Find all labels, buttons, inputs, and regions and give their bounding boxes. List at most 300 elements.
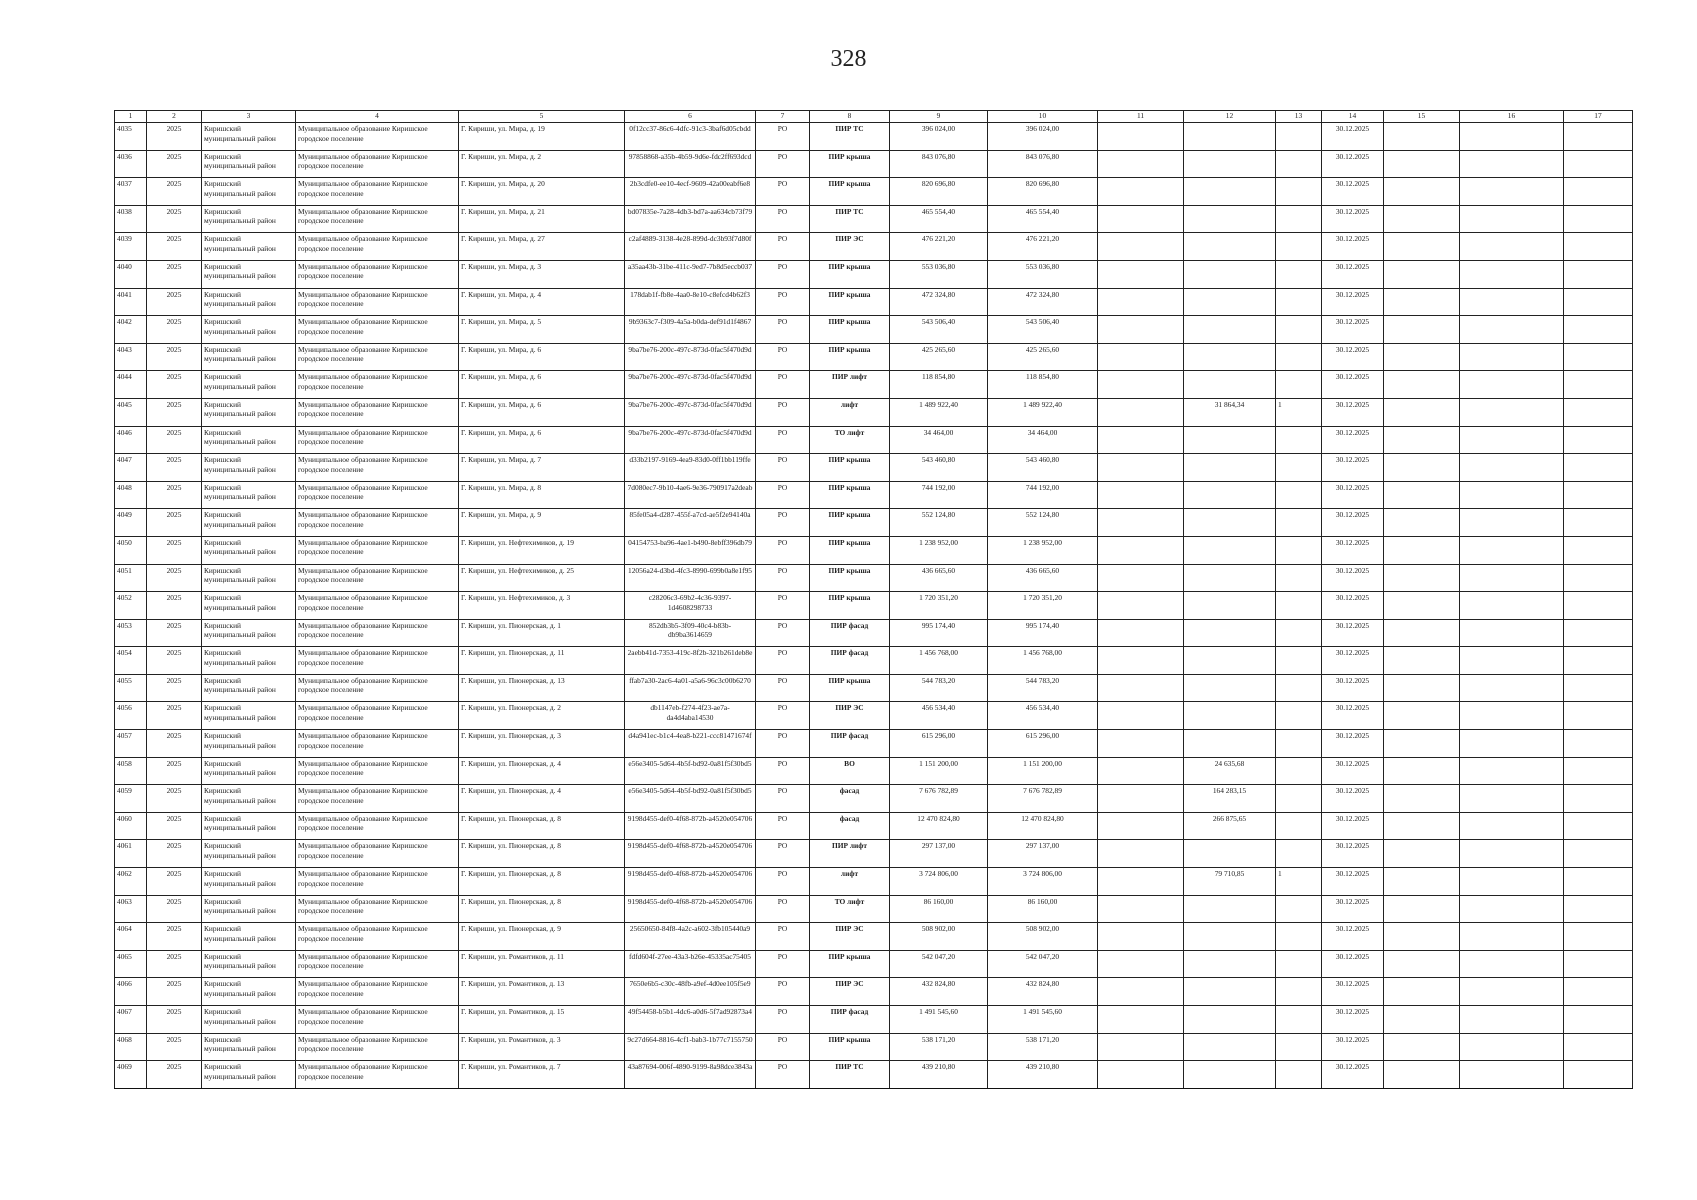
col-11-cell [1098,398,1184,426]
row-number-cell: 4041 [115,288,147,316]
row-number-cell: 4062 [115,868,147,896]
house-guid-cell: bd07835e-7a28-4db3-bd7a-aa634cb73f79 [625,205,756,233]
col-17-cell [1564,895,1633,923]
amount-fund-cell: 1 491 545,60 [988,1006,1098,1034]
col-11-cell [1098,840,1184,868]
col-13-cell [1276,536,1322,564]
municipality-cell: Муниципальное образование Киришское городское поселение [296,123,459,151]
amount-total-cell: 1 491 545,60 [890,1006,988,1034]
col-11-cell [1098,426,1184,454]
col-11-cell [1098,1061,1184,1089]
row-number-cell: 4055 [115,674,147,702]
municipality-cell: Муниципальное образование Киришское городское поселение [296,840,459,868]
house-guid-cell: c28206c3-69b2-4c36-9397-1d4608298733 [625,592,756,620]
work-type-cell: ПИР крыша [810,343,890,371]
amount-total-cell: 744 192,00 [890,481,988,509]
col-11-cell [1098,730,1184,758]
col-11-cell [1098,950,1184,978]
deadline-date-cell: 30.12.2025 [1322,1006,1384,1034]
col-17-cell [1564,398,1633,426]
program-code-cell: РО [756,702,810,730]
col-16-cell [1460,564,1564,592]
column-header: 9 [890,111,988,123]
year-cell: 2025 [147,123,202,151]
table-row [115,178,1633,206]
house-guid-cell: d4a941ec-b1c4-4ea8-b221-ccc81471674f [625,730,756,758]
house-guid-cell: 2b3cdfe0-ee10-4ecf-9609-42a00eabf6e8 [625,178,756,206]
column-header: 2 [147,111,202,123]
program-code-cell: РО [756,812,810,840]
program-code-cell: РО [756,233,810,261]
program-code-cell: РО [756,730,810,758]
address-cell: Г. Кириши, ул. Мира, д. 20 [459,178,625,206]
col-16-cell [1460,840,1564,868]
col-13-cell [1276,564,1322,592]
col-16-cell [1460,123,1564,151]
col-15-cell [1384,536,1460,564]
amount-12-cell [1184,205,1276,233]
amount-12-cell [1184,454,1276,482]
deadline-date-cell: 30.12.2025 [1322,647,1384,675]
amount-total-cell: 432 824,80 [890,978,988,1006]
col-15-cell [1384,812,1460,840]
house-guid-cell: 7d080ec7-9b10-4ae6-9e36-790917a2deab [625,481,756,509]
amount-total-cell: 456 534,40 [890,702,988,730]
address-cell: Г. Кириши, ул. Мира, д. 6 [459,343,625,371]
table-row [115,343,1633,371]
amount-12-cell: 24 635,68 [1184,757,1276,785]
amount-12-cell [1184,343,1276,371]
house-guid-cell: 9198d455-def0-4f68-872b-a4520e054706 [625,812,756,840]
municipal-district-cell: Киришский муниципальный район [202,1061,296,1089]
table-row [115,812,1633,840]
program-code-cell: РО [756,785,810,813]
municipal-district-cell: Киришский муниципальный район [202,426,296,454]
table-row [115,895,1633,923]
deadline-date-cell: 30.12.2025 [1322,674,1384,702]
work-type-cell: ПИР крыша [810,316,890,344]
deadline-date-cell: 30.12.2025 [1322,233,1384,261]
municipality-cell: Муниципальное образование Киришское городское поселение [296,592,459,620]
col-13-cell [1276,647,1322,675]
deadline-date-cell: 30.12.2025 [1322,178,1384,206]
address-cell: Г. Кириши, ул. Пионерская, д. 8 [459,840,625,868]
col-17-cell [1564,343,1633,371]
amount-fund-cell: 472 324,80 [988,288,1098,316]
col-15-cell [1384,481,1460,509]
work-type-cell: ПИР крыша [810,260,890,288]
row-number-cell: 4045 [115,398,147,426]
col-17-cell [1564,757,1633,785]
col-15-cell [1384,288,1460,316]
row-number-cell: 4064 [115,923,147,951]
table-row [115,868,1633,896]
column-header: 12 [1184,111,1276,123]
amount-12-cell: 164 283,15 [1184,785,1276,813]
amount-total-cell: 553 036,80 [890,260,988,288]
municipal-district-cell: Киришский муниципальный район [202,371,296,399]
column-header: 16 [1460,111,1564,123]
col-17-cell [1564,674,1633,702]
amount-total-cell: 1 151 200,00 [890,757,988,785]
col-11-cell [1098,702,1184,730]
amount-12-cell [1184,1006,1276,1034]
amount-12-cell [1184,536,1276,564]
col-13-cell [1276,260,1322,288]
amount-total-cell: 465 554,40 [890,205,988,233]
amount-total-cell: 843 076,80 [890,150,988,178]
col-16-cell [1460,343,1564,371]
amount-total-cell: 995 174,40 [890,619,988,647]
address-cell: Г. Кириши, ул. Мира, д. 3 [459,260,625,288]
amount-total-cell: 544 783,20 [890,674,988,702]
col-16-cell [1460,785,1564,813]
table-row [115,123,1633,151]
municipality-cell: Муниципальное образование Киришское городское поселение [296,536,459,564]
work-type-cell: ПИР ТС [810,1061,890,1089]
house-guid-cell: 9198d455-def0-4f68-872b-a4520e054706 [625,868,756,896]
address-cell: Г. Кириши, ул. Мира, д. 21 [459,205,625,233]
deadline-date-cell: 30.12.2025 [1322,619,1384,647]
col-17-cell [1564,1006,1633,1034]
table-row [115,785,1633,813]
amount-12-cell [1184,950,1276,978]
municipal-district-cell: Киришский муниципальный район [202,536,296,564]
column-header: 7 [756,111,810,123]
amount-12-cell [1184,150,1276,178]
year-cell: 2025 [147,978,202,1006]
amount-total-cell: 1 489 922,40 [890,398,988,426]
amount-12-cell [1184,178,1276,206]
col-15-cell [1384,1033,1460,1061]
municipality-cell: Муниципальное образование Киришское городское поселение [296,619,459,647]
amount-fund-cell: 542 047,20 [988,950,1098,978]
work-type-cell: фасад [810,785,890,813]
amount-total-cell: 396 024,00 [890,123,988,151]
deadline-date-cell: 30.12.2025 [1322,398,1384,426]
address-cell: Г. Кириши, ул. Пионерская, д. 13 [459,674,625,702]
col-16-cell [1460,233,1564,261]
municipal-district-cell: Киришский муниципальный район [202,868,296,896]
col-13-cell [1276,205,1322,233]
program-code-cell: РО [756,509,810,537]
amount-12-cell: 266 875,65 [1184,812,1276,840]
table-row [115,1006,1633,1034]
house-guid-cell: 49f54458-b5b1-4dc6-a0d6-5f7ad92873a4 [625,1006,756,1034]
table-row [115,730,1633,758]
col-15-cell [1384,592,1460,620]
amount-12-cell [1184,426,1276,454]
table-row [115,481,1633,509]
col-13-cell [1276,371,1322,399]
amount-total-cell: 552 124,80 [890,509,988,537]
year-cell: 2025 [147,536,202,564]
address-cell: Г. Кириши, ул. Пионерская, д. 11 [459,647,625,675]
program-code-cell: РО [756,868,810,896]
col-13-cell [1276,950,1322,978]
year-cell: 2025 [147,702,202,730]
row-number-cell: 4043 [115,343,147,371]
col-15-cell [1384,454,1460,482]
amount-fund-cell: 425 265,60 [988,343,1098,371]
table-row [115,923,1633,951]
col-15-cell [1384,205,1460,233]
amount-12-cell [1184,730,1276,758]
municipality-cell: Муниципальное образование Киришское городское поселение [296,150,459,178]
year-cell: 2025 [147,619,202,647]
col-17-cell [1564,840,1633,868]
col-13-cell [1276,978,1322,1006]
address-cell: Г. Кириши, ул. Романтиков, д. 13 [459,978,625,1006]
house-guid-cell: 9ba7be76-200c-497c-873d-0fac5f470d9d [625,398,756,426]
address-cell: Г. Кириши, ул. Романтиков, д. 7 [459,1061,625,1089]
amount-fund-cell: 538 171,20 [988,1033,1098,1061]
house-guid-cell: 2aebb41d-7353-419c-8f2b-321b261deb8e [625,647,756,675]
amount-total-cell: 1 456 768,00 [890,647,988,675]
municipality-cell: Муниципальное образование Киришское городское поселение [296,1061,459,1089]
year-cell: 2025 [147,509,202,537]
amount-12-cell [1184,233,1276,261]
address-cell: Г. Кириши, ул. Романтиков, д. 11 [459,950,625,978]
amount-12-cell [1184,647,1276,675]
address-cell: Г. Кириши, ул. Романтиков, д. 3 [459,1033,625,1061]
municipal-district-cell: Киришский муниципальный район [202,564,296,592]
work-type-cell: лифт [810,868,890,896]
table-row [115,674,1633,702]
col-13-cell [1276,123,1322,151]
table-row [115,233,1633,261]
program-code-cell: РО [756,840,810,868]
col-11-cell [1098,316,1184,344]
col-11-cell [1098,343,1184,371]
row-number-cell: 4057 [115,730,147,758]
program-code-cell: РО [756,150,810,178]
col-16-cell [1460,260,1564,288]
municipality-cell: Муниципальное образование Киришское городское поселение [296,868,459,896]
col-16-cell [1460,481,1564,509]
col-16-cell [1460,1006,1564,1034]
municipality-cell: Муниципальное образование Киришское городское поселение [296,730,459,758]
col-15-cell [1384,785,1460,813]
col-11-cell [1098,150,1184,178]
municipality-cell: Муниципальное образование Киришское городское поселение [296,288,459,316]
col-13-cell [1276,785,1322,813]
col-16-cell [1460,702,1564,730]
col-13-cell: 1 [1276,398,1322,426]
col-15-cell [1384,1061,1460,1089]
amount-12-cell: 31 864,34 [1184,398,1276,426]
program-code-cell: РО [756,619,810,647]
work-type-cell: ПИР крыша [810,950,890,978]
col-17-cell [1564,592,1633,620]
column-header: 17 [1564,111,1633,123]
col-17-cell [1564,233,1633,261]
work-type-cell: ТО лифт [810,895,890,923]
col-16-cell [1460,592,1564,620]
col-16-cell [1460,730,1564,758]
col-13-cell [1276,923,1322,951]
row-number-cell: 4051 [115,564,147,592]
house-guid-cell: 04154753-ba96-4ae1-b490-8ebff396db79 [625,536,756,564]
col-11-cell [1098,123,1184,151]
program-code-cell: РО [756,260,810,288]
house-guid-cell: a35aa43b-31be-411c-9ed7-7b8d5eccb037 [625,260,756,288]
year-cell: 2025 [147,371,202,399]
deadline-date-cell: 30.12.2025 [1322,343,1384,371]
work-type-cell: ПИР крыша [810,536,890,564]
address-cell: Г. Кириши, ул. Пионерская, д. 8 [459,895,625,923]
amount-fund-cell: 615 296,00 [988,730,1098,758]
row-number-cell: 4060 [115,812,147,840]
municipal-district-cell: Киришский муниципальный район [202,812,296,840]
col-17-cell [1564,1061,1633,1089]
col-17-cell [1564,812,1633,840]
col-13-cell [1276,233,1322,261]
col-17-cell [1564,371,1633,399]
col-17-cell [1564,178,1633,206]
amount-total-cell: 12 470 824,80 [890,812,988,840]
municipal-district-cell: Киришский муниципальный район [202,288,296,316]
amount-12-cell [1184,840,1276,868]
year-cell: 2025 [147,923,202,951]
municipal-district-cell: Киришский муниципальный район [202,178,296,206]
amount-fund-cell: 396 024,00 [988,123,1098,151]
col-16-cell [1460,150,1564,178]
col-15-cell [1384,260,1460,288]
year-cell: 2025 [147,840,202,868]
table-row [115,260,1633,288]
amount-12-cell [1184,1061,1276,1089]
house-guid-cell: 9ba7be76-200c-497c-873d-0fac5f470d9d [625,426,756,454]
col-17-cell [1564,481,1633,509]
col-15-cell [1384,895,1460,923]
municipality-cell: Муниципальное образование Киришское городское поселение [296,316,459,344]
address-cell: Г. Кириши, ул. Нефтехимиков, д. 25 [459,564,625,592]
house-guid-cell: 0f12cc37-86c6-4dfc-91c3-3baf6d05cbdd [625,123,756,151]
table-row [115,950,1633,978]
program-code-cell: РО [756,205,810,233]
year-cell: 2025 [147,288,202,316]
amount-fund-cell: 544 783,20 [988,674,1098,702]
amount-fund-cell: 297 137,00 [988,840,1098,868]
row-number-cell: 4039 [115,233,147,261]
address-cell: Г. Кириши, ул. Мира, д. 5 [459,316,625,344]
municipal-district-cell: Киришский муниципальный район [202,895,296,923]
column-header: 3 [202,111,296,123]
amount-total-cell: 542 047,20 [890,950,988,978]
work-type-cell: фасад [810,812,890,840]
municipal-district-cell: Киришский муниципальный район [202,481,296,509]
col-13-cell [1276,812,1322,840]
col-15-cell [1384,564,1460,592]
column-header: 1 [115,111,147,123]
municipal-district-cell: Киришский муниципальный район [202,757,296,785]
col-17-cell [1564,868,1633,896]
amount-total-cell: 538 171,20 [890,1033,988,1061]
amount-12-cell [1184,288,1276,316]
col-15-cell [1384,674,1460,702]
amount-fund-cell: 439 210,80 [988,1061,1098,1089]
year-cell: 2025 [147,592,202,620]
amount-fund-cell: 543 460,80 [988,454,1098,482]
municipal-district-cell: Киришский муниципальный район [202,1006,296,1034]
house-guid-cell: 7650e6b5-c30c-48fb-a9ef-4d0ee105f5e9 [625,978,756,1006]
work-type-cell: ПИР лифт [810,840,890,868]
col-13-cell [1276,426,1322,454]
row-number-cell: 4042 [115,316,147,344]
municipality-cell: Муниципальное образование Киришское городское поселение [296,454,459,482]
year-cell: 2025 [147,454,202,482]
year-cell: 2025 [147,1006,202,1034]
address-cell: Г. Кириши, ул. Пионерская, д. 1 [459,619,625,647]
address-cell: Г. Кириши, ул. Пионерская, д. 2 [459,702,625,730]
row-number-cell: 4052 [115,592,147,620]
program-code-cell: РО [756,481,810,509]
col-15-cell [1384,923,1460,951]
amount-12-cell [1184,123,1276,151]
deadline-date-cell: 30.12.2025 [1322,895,1384,923]
municipal-district-cell: Киришский муниципальный район [202,509,296,537]
amount-12-cell [1184,316,1276,344]
column-header: 13 [1276,111,1322,123]
amount-total-cell: 543 506,40 [890,316,988,344]
amount-total-cell: 476 221,20 [890,233,988,261]
program-code-cell: РО [756,895,810,923]
col-15-cell [1384,233,1460,261]
col-17-cell [1564,1033,1633,1061]
amount-12-cell [1184,978,1276,1006]
deadline-date-cell: 30.12.2025 [1322,260,1384,288]
row-number-cell: 4035 [115,123,147,151]
column-header: 14 [1322,111,1384,123]
table-row [115,288,1633,316]
year-cell: 2025 [147,343,202,371]
column-header: 11 [1098,111,1184,123]
work-type-cell: ПИР крыша [810,150,890,178]
program-code-cell: РО [756,316,810,344]
amount-fund-cell: 34 464,00 [988,426,1098,454]
col-13-cell [1276,895,1322,923]
col-11-cell [1098,592,1184,620]
municipality-cell: Муниципальное образование Киришское городское поселение [296,426,459,454]
col-16-cell [1460,812,1564,840]
deadline-date-cell: 30.12.2025 [1322,950,1384,978]
year-cell: 2025 [147,481,202,509]
municipality-cell: Муниципальное образование Киришское городское поселение [296,1033,459,1061]
house-guid-cell: fdfd604f-27ee-43a3-b26e-45335ac75405 [625,950,756,978]
col-15-cell [1384,868,1460,896]
row-number-cell: 4066 [115,978,147,1006]
work-type-cell: ПИР крыша [810,564,890,592]
amount-fund-cell: 843 076,80 [988,150,1098,178]
municipal-district-cell: Киришский муниципальный район [202,205,296,233]
house-guid-cell: e56e3405-5d64-4b5f-bd92-0a81f5f30bd5 [625,785,756,813]
amount-total-cell: 508 902,00 [890,923,988,951]
work-type-cell: ПИР крыша [810,509,890,537]
col-16-cell [1460,868,1564,896]
amount-total-cell: 118 854,80 [890,371,988,399]
table-row [115,509,1633,537]
col-16-cell [1460,757,1564,785]
row-number-cell: 4056 [115,702,147,730]
work-type-cell: ТО лифт [810,426,890,454]
amount-12-cell [1184,509,1276,537]
row-number-cell: 4048 [115,481,147,509]
work-type-cell: ПИР крыша [810,178,890,206]
col-11-cell [1098,454,1184,482]
col-11-cell [1098,509,1184,537]
deadline-date-cell: 30.12.2025 [1322,426,1384,454]
